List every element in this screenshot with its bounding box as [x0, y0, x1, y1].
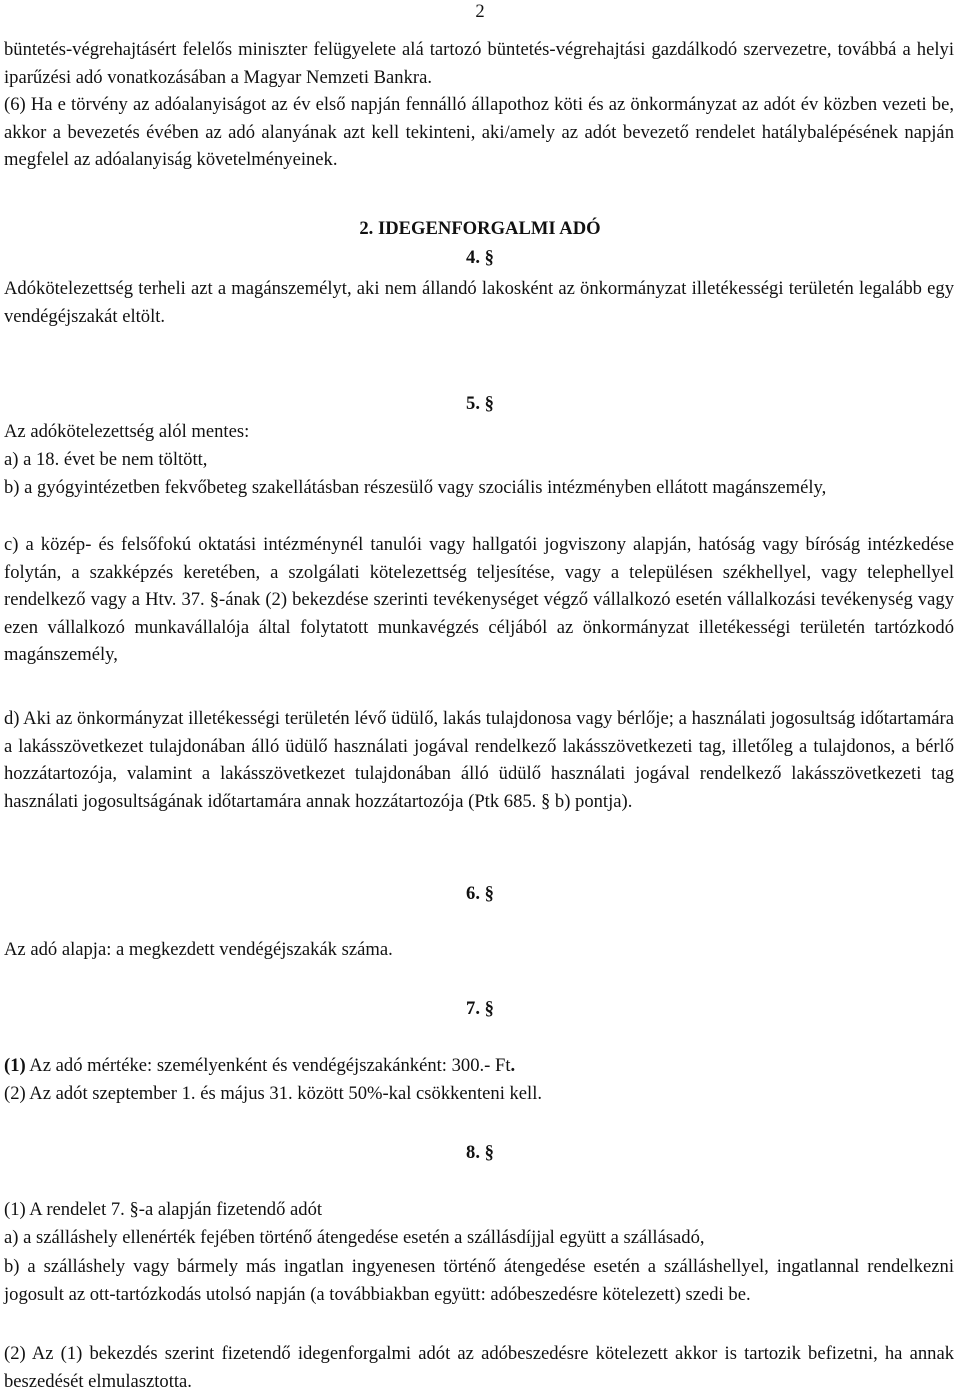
section-8-para-1: (1) A rendelet 7. §-a alapján fizetendő adót: [4, 1199, 323, 1220]
section-7-para-1-text: Az adó mértéke: személyenként és vendégéjszakánként: 300.- Ft: [25, 1055, 511, 1076]
section-4-text: Adókötelezettség terheli azt a magánszemélyt, aki nem állandó lakosként az önkormányzat illetékességi területén legalább egy vendégéjszakát eltölt.: [4, 278, 954, 327]
section-6-text: Az adó alapja: a megkezdett vendégéjszakák száma.: [4, 939, 393, 960]
section-5-item-b: b) a gyógyintézetben fekvőbeteg szakellátásban részesülő vagy szociális intézményben ellátott magánszemély,: [4, 477, 827, 498]
paragraph-intro: büntetés-végrehajtásért felelős miniszter felügyelete alá tartozó büntetés-végrehajtási gazdálkodó szervezetre, továbbá a helyi iparűzési adó vonatkozásában a Magyar Nemzeti Bankra.: [4, 39, 954, 88]
section-7-heading: 7. §: [466, 998, 494, 1019]
paragraph-6: (6) Ha e törvény az adóalanyiságot az év első napján fennálló állapothoz köti és az önkormányzat az adót év közben vezeti be, akkor a bevezetés évében az adó alanyának azt kell tekinteni, aki/amely az adót bevezető rendelet hatálybalépésének napján megfelel az adóalanyiság követelményeinek.: [4, 94, 954, 171]
section-7-para-2: (2) Az adót szeptember 1. és május 31. között 50%-kal csökkenteni kell.: [4, 1083, 543, 1104]
chapter-title: 2. IDEGENFORGALMI ADÓ: [359, 218, 601, 239]
section-5-heading: 5. §: [466, 393, 494, 414]
section-4-heading: 4. §: [466, 247, 494, 268]
section-7-para-1-end: .: [510, 1055, 516, 1076]
section-8-para-2: (2) Az (1) bekezdés szerint fizetendő idegenforgalmi adót az adóbeszedésre kötelezett akkor is tartozik befizetni, ha annak beszedését elmulasztotta.: [4, 1343, 954, 1392]
section-7-para-1-number: (1): [4, 1055, 26, 1076]
section-8-item-a: a) a szálláshely ellenérték fejében történő átengedése esetén a szállásdíjjal együtt a szállásadó,: [4, 1227, 705, 1248]
section-5-item-a: a) a 18. évet be nem töltött,: [4, 449, 208, 470]
section-5-intro: Az adókötelezettség alól mentes:: [4, 421, 250, 442]
section-8-item-b: b) a szálláshely vagy bármely más ingatlan ingyenesen történő átengedése esetén a szálláshellyel, ingatlannal rendelkezni jogosult az ott-tartózkodás utolsó napján (a továbbiakban együtt: adóbeszedésre kötelezett) szedi be.: [4, 1256, 954, 1305]
section-8-heading: 8. §: [466, 1142, 494, 1163]
section-7-para-1: [4, 1052, 954, 1080]
section-5-item-d: d) Aki az önkormányzat illetékességi területén lévő üdülő, lakás tulajdonosa vagy bérlője; a használati jogosultság időtartamára a lakásszövetkezet tulajdonában álló üdülő használati jogával rendelkező lakásszövetkezeti tag, illetőleg a tulajdonos, a bérlő hozzátartozója, valamint a lakásszövetkezet tulajdonában álló üdülő használati jogával rendelkező lakásszövetkezeti tag használati jogosultságának időtartamára annak hozzátartozója (Ptk 685. § b) pontja).: [4, 708, 954, 812]
section-6-heading: 6. §: [466, 883, 494, 904]
section-5-item-c: c) a közép- és felsőfokú oktatási intézménynél tanulói vagy hallgatói jogviszony alapján, hatóság vagy bíróság intézkedése folytán, a szakképzés keretében, a szolgálati kötelezettség teljesítése, vagy a településen székhellyel, vagy telephellyel rendelkező vagy a Htv. 37. §-ának (2) bekezdése szerinti tevékenységet végző vállalkozó esetén vállalkozási tevékenység vagy ezen vállalkozó munkavállalója által folytatott munkavégzés céljából az önkormányzat illetékességi területén tartózkodó magánszemély,: [4, 534, 954, 666]
page-number: 2: [475, 1, 485, 22]
